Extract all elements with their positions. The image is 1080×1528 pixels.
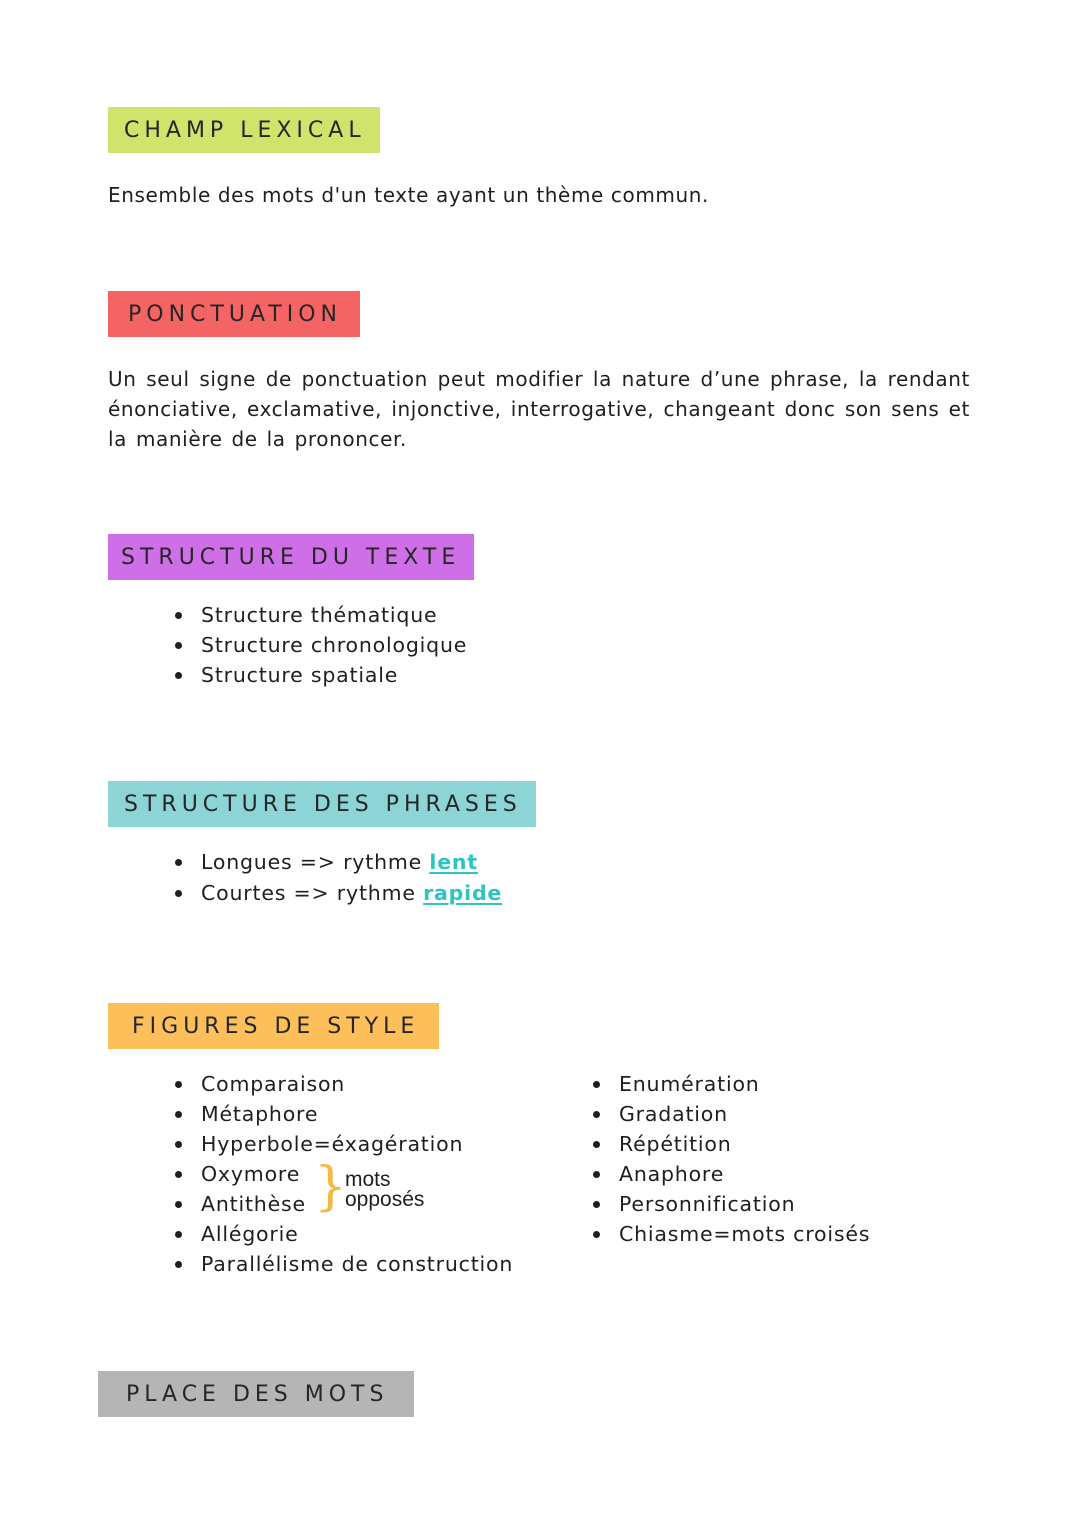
list-item: Structure spatiale	[175, 660, 467, 690]
list-item: Personnification	[593, 1189, 870, 1219]
heading-figures-style	[108, 1003, 439, 1049]
ponctuation-text: Un seul signe de ponctuation peut modifier la nature d’une phrase, la rendant énonciative, exclamative, injonctive, interrogative, changeant donc son sens et la manière de la prononcer.	[108, 367, 970, 451]
list-item: Allégorie	[175, 1219, 513, 1249]
list-item: Chiasme=mots croisés	[593, 1219, 870, 1249]
heading-place-mots-label: PLACE DES MOTS	[126, 1381, 389, 1407]
champ-lexical-definition: Ensemble des mots d'un texte ayant un thème commun.	[108, 183, 709, 207]
heading-champ-lexical-label: CHAMP LEXICAL	[124, 117, 366, 143]
list-item: Comparaison	[175, 1069, 513, 1099]
heading-ponctuation-label: PONCTUATION	[128, 301, 342, 327]
heading-ponctuation	[108, 291, 360, 337]
highlight-rapide: rapide	[423, 881, 503, 905]
list-item: Parallélisme de construction	[175, 1249, 513, 1279]
list-item: Antithèse	[175, 1189, 513, 1219]
heading-place-mots	[98, 1371, 414, 1417]
list-item: Métaphore	[175, 1099, 513, 1129]
structure-phrases-list	[175, 847, 502, 909]
heading-champ-lexical	[108, 107, 380, 153]
list-item: Structure chronologique	[175, 630, 467, 660]
list-item: Hyperbole=éxagération	[175, 1129, 513, 1159]
list-item: Anaphore	[593, 1159, 870, 1189]
list-item: Répétition	[593, 1129, 870, 1159]
list-item: Gradation	[593, 1099, 870, 1129]
heading-structure-texte-label: STRUCTURE DU TEXTE	[121, 544, 461, 570]
list-item: Structure thématique	[175, 600, 467, 630]
phrase-type-text: Longues => rythme	[201, 850, 430, 874]
list-item: Oxymore	[175, 1159, 513, 1189]
bracket-note-mots: mots	[345, 1168, 391, 1191]
heading-structure-phrases-label: STRUCTURE DES PHRASES	[124, 791, 522, 817]
heading-structure-phrases	[108, 781, 536, 827]
list-item	[175, 847, 502, 878]
curly-bracket-icon: }	[314, 1157, 348, 1217]
heading-figures-style-label: FIGURES DE STYLE	[132, 1013, 420, 1039]
list-item	[175, 878, 502, 909]
list-item: Enumération	[593, 1069, 870, 1099]
phrase-type-text: Courtes => rythme	[201, 881, 424, 905]
highlight-lent: lent	[429, 850, 478, 874]
heading-structure-texte	[108, 534, 474, 580]
bracket-note-opposes: opposés	[345, 1188, 425, 1211]
structure-texte-list	[175, 600, 467, 690]
figures-right-list	[593, 1069, 870, 1249]
